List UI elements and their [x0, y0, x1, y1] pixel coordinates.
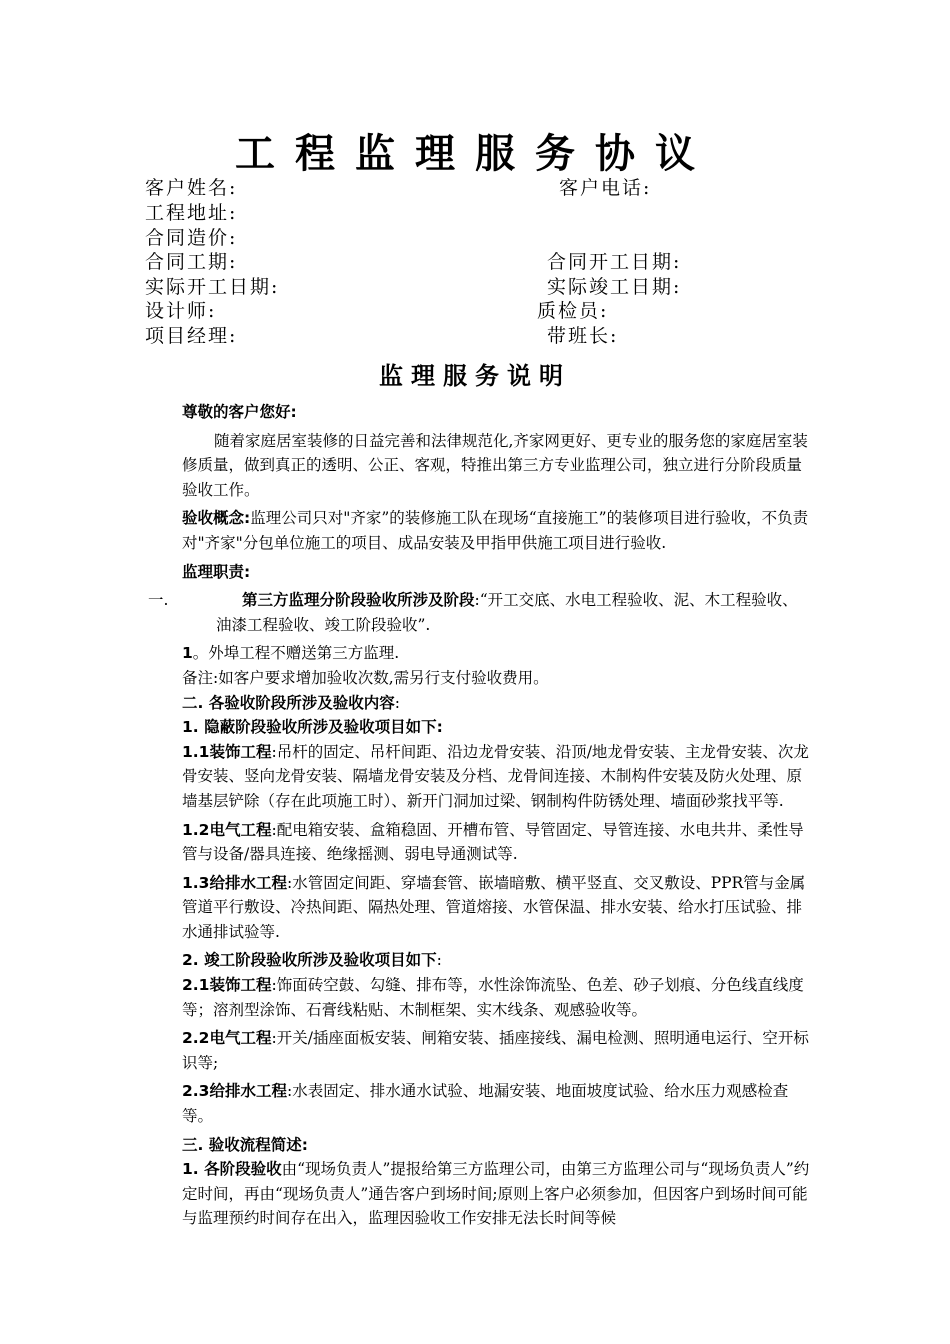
- customer-name-label: 客户姓名:: [145, 177, 238, 199]
- section-2-2-1-text: :饰面砖空鼓、勾缝、排布等，水性涂饰流坠、色差、砂子划痕、分色线直线度等；溶剂型涂饰、石膏线粘贴、木制框架、实木线条、观感验收等。: [182, 976, 804, 1019]
- section-3-1-text: 由“现场负责人”提报给第三方监理公司，由第三方监理公司与“现场负责人”约定时间，再由“现场负责人”通告客户到场时间;原则上客户必须参加，但因客户到场时间可能与监理预约时间存在出入，监理因验收工作安排无法长时间等候: [182, 1160, 810, 1228]
- section-2-1-2-label: 1.2电气工程: [182, 820, 272, 839]
- info-row-address: [145, 201, 745, 225]
- section-1-paragraph: [148, 588, 810, 637]
- contract-price-label: 合同造价:: [145, 227, 238, 249]
- section-3-1-label: 1. 各阶段验收: [182, 1160, 282, 1179]
- section-2-1-3-label: 1.3给排水工程: [182, 873, 287, 892]
- info-row-price: [145, 226, 745, 250]
- team-leader-label: 带班长:: [547, 325, 619, 347]
- section-2-1-2-paragraph: [182, 818, 810, 867]
- section-2-2-3-label: 2.3给排水工程: [182, 1082, 287, 1101]
- concept-text: 监理公司只对"齐家”的装修施工队在现场“直接施工”的装修项目进行验收，不负责对"齐家"分包单位施工的项目、成品安装及甲指甲供施工项目进行验收.: [182, 509, 809, 552]
- section-2-1-1-paragraph: [182, 740, 810, 814]
- duty-label: 监理职责:: [182, 562, 251, 581]
- section-2-2-1-paragraph: [182, 973, 810, 1022]
- customer-phone-label: 客户电话:: [559, 177, 652, 199]
- actual-end-label: 实际竣工日期:: [547, 276, 682, 298]
- contract-start-label: 合同开工日期:: [547, 251, 682, 273]
- designer-label: 设计师:: [145, 300, 217, 322]
- greeting: 尊敬的客户您好:: [182, 403, 297, 421]
- section-1-note-2: 备注:如客户要求增加验收次数,需另行支付验收费用。: [182, 668, 549, 687]
- section-2-1-heading: 1. 隐蔽阶段验收所涉及验收项目如下:: [182, 718, 443, 737]
- info-row-designer: [145, 299, 745, 323]
- info-row-period: [145, 250, 745, 274]
- section-2-1-1-label: 1.1装饰工程: [182, 742, 272, 761]
- info-row-actual: [145, 275, 745, 299]
- note-1-text: 。外埠工程不赠送第三方监理.: [192, 644, 400, 663]
- concept-paragraph: [182, 506, 810, 555]
- info-row-manager: [145, 324, 745, 348]
- inspector-label: 质检员:: [537, 300, 609, 322]
- section-2-2-3-text: :水表固定、排水通水试验、地漏安装、地面坡度试验、给水压力观感检查等。: [182, 1082, 789, 1126]
- section-1-note-1: [182, 641, 810, 666]
- section-title: 监理服务说明: [379, 362, 571, 390]
- document-body: [148, 400, 810, 1231]
- actual-start-label: 实际开工日期:: [145, 276, 280, 298]
- section-2-1-3-paragraph: [182, 871, 810, 945]
- section-2-heading-label: 二. 各验收阶段所涉及验收内容: [182, 693, 395, 712]
- section-2-1-3-text: :水管固定间距、穿墙套管、嵌墙暗敷、横平竖直、交叉敷设、PPR管与金属管道平行敷设、冷热间距、隔热处理、管道熔接、水管保温、排水安装、给水打压试验、排水通排试验等.: [182, 873, 806, 941]
- concept-label: 验收概念:: [182, 509, 251, 528]
- project-address-label: 工程地址:: [145, 202, 238, 224]
- section-2-2-2-paragraph: [182, 1026, 810, 1075]
- section-2-2-heading-label: 2. 竣工阶段验收所涉及验收项目如下: [182, 951, 437, 970]
- note-1-number: 1: [182, 644, 193, 663]
- section-2-1-2-text: :配电箱安装、盒箱稳固、开槽布管、导管固定、导管连接、水电共井、柔性导管与设备/器具连接、绝缘摇测、弱电导通测试等.: [182, 820, 804, 864]
- info-row-customer: [145, 176, 745, 200]
- section-3-1-paragraph: [182, 1157, 810, 1231]
- section-2-heading-colon: :: [394, 693, 401, 712]
- section-3-heading: 三. 验收流程简述:: [182, 1135, 308, 1154]
- section-2-heading: [182, 691, 810, 716]
- section-1-number: 一.: [148, 591, 169, 610]
- section-2-2-heading: [182, 948, 810, 973]
- section-2-2-2-text: :开关/插座面板安装、闸箱安装、插座接线、漏电检测、照明通电运行、空开标识等;: [182, 1029, 809, 1072]
- section-2-2-1-label: 2.1装饰工程: [182, 976, 272, 995]
- section-2-1-1-text: :吊杆的固定、吊杆间距、沿边龙骨安装、沿顶/地龙骨安装、主龙骨安装、次龙骨安装、竖向龙骨安装、隔墙龙骨安装及分档、龙骨间连接、木制构件安装及防火处理、原墙基层铲除（存在此项施工时）、新开门洞加过梁、钢制构件防锈处理、墙面砂浆找平等.: [182, 742, 809, 810]
- intro-paragraph: 随着家庭居室装修的日益完善和法律规范化,齐家网更好、更专业的服务您的家庭居室装修质量，做到真正的透明、公正、客观，特推出第三方专业监理公司，独立进行分阶段质量验收工作。: [182, 431, 808, 499]
- section-2-2-3-paragraph: [182, 1079, 810, 1128]
- section-2-2-2-label: 2.2电气工程: [182, 1029, 272, 1048]
- project-manager-label: 项目经理:: [145, 325, 238, 347]
- section-2-2-heading-colon: :: [436, 951, 442, 970]
- section-1-text: :“开工交底、水电工程验收、泥、木工程验收、油漆工程验收、竣工阶段验收”.: [216, 591, 798, 634]
- section-1-label: 第三方监理分阶段验收所涉及阶段: [242, 591, 475, 610]
- contract-period-label: 合同工期:: [145, 251, 238, 273]
- document-title: 工程监理服务协议: [235, 131, 715, 177]
